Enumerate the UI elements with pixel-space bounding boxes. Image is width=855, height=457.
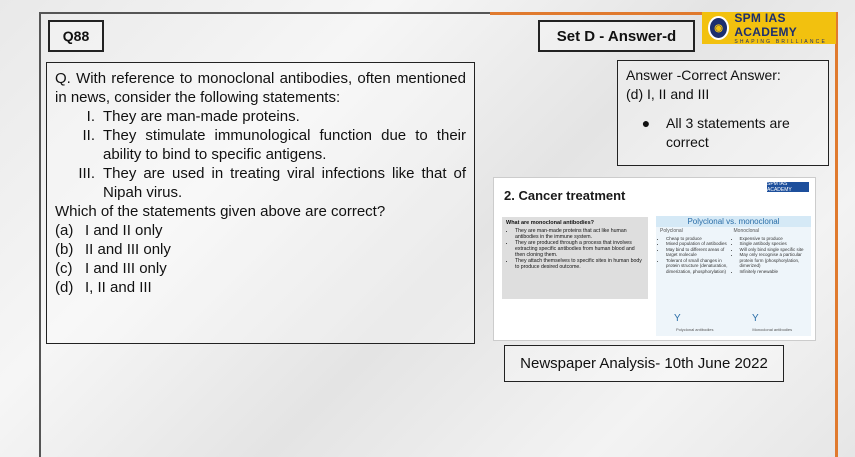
- poly-point: • Mixed population of antibodies: [666, 241, 734, 247]
- monoclonal-column: [734, 229, 808, 274]
- option-text: I and III only: [85, 260, 167, 277]
- answer-line-1: Answer -Correct Answer:: [626, 67, 781, 83]
- info-point: • They are man-made proteins that act like human antibodies in the immune system.: [515, 228, 644, 240]
- statement-number: I.: [86, 108, 95, 125]
- set-answer-label: Set D - Answer-d: [538, 20, 695, 52]
- compare-title: Polyclonal vs. monoclonal: [656, 216, 811, 227]
- statement-number: II.: [82, 127, 95, 144]
- statement-text: They stimulate immunological function due to their ability to bind to specific antigens.: [103, 127, 466, 163]
- option-c: [55, 259, 466, 278]
- monoclonal-info-box: [502, 217, 648, 299]
- mono-point: • May only recognise a particular protein form (phosphorylation, dimerized): [740, 252, 808, 269]
- bullet-icon: ●: [641, 115, 651, 131]
- option-label: (d): [55, 279, 74, 296]
- info-heading: What are monoclonal antibodies?: [506, 220, 595, 226]
- accent-line-right: [835, 12, 838, 457]
- slide-logo: SPM IAS ACADEMY: [767, 182, 809, 192]
- mono-footer: Monoclonal antibodies: [752, 327, 793, 332]
- statement-text: They are used in treating viral infections like that of Nipah virus.: [103, 165, 466, 201]
- answer-bullet-text: All 3 statements are correct: [666, 115, 790, 150]
- option-text: I and II only: [85, 222, 163, 239]
- polyclonal-vs-monoclonal: [656, 216, 811, 336]
- answer-box: [617, 60, 829, 166]
- statement-item: [55, 126, 466, 164]
- poly-point: • May bind to different areas of target molecule: [666, 247, 734, 258]
- mono-heading: Monoclonal: [733, 228, 760, 234]
- slide-title: 2. Cancer treatment: [504, 188, 626, 203]
- question-number: Q88: [48, 20, 104, 52]
- option-b: [55, 240, 466, 259]
- poly-point: • Cheap to produce: [666, 236, 734, 242]
- logo-tagline: SHAPING BRILLIANCE: [734, 39, 827, 45]
- option-d: [55, 278, 466, 297]
- mono-point: • Will only bind single specific site: [740, 247, 808, 253]
- option-text: I, II and III: [85, 279, 152, 296]
- statement-item: [55, 164, 466, 202]
- poly-point: • Tolerant of small changes in protein structure (denaturation, dimerization, phosphorylation): [666, 258, 734, 275]
- option-label: (c): [55, 260, 73, 277]
- poly-heading: Polyclonal: [660, 228, 683, 234]
- option-a: [55, 221, 466, 240]
- question-prompt: Which of the statements given above are correct?: [55, 203, 386, 220]
- statement-number: III.: [78, 165, 95, 182]
- mono-point: • Expensive to produce: [740, 236, 808, 242]
- answer-bullet: [626, 114, 820, 152]
- answer-line-2: (d) I, II and III: [626, 86, 710, 102]
- option-label: (a): [55, 222, 74, 239]
- option-label: (b): [55, 241, 74, 258]
- polyclonal-column: [660, 229, 734, 274]
- slide-thumbnail: [493, 177, 816, 341]
- mono-point: • Single antibody species: [740, 241, 808, 247]
- statement-item: [55, 107, 466, 126]
- question-text: Q. With reference to monoclonal antibodies, often mentioned in news, consider the following statements:: [55, 70, 466, 106]
- poly-footer: Polyclonal antibodies: [675, 327, 714, 332]
- antibody-icon: Y: [674, 313, 681, 324]
- logo-name: SPM IAS ACADEMY: [734, 11, 798, 39]
- mono-point: • Infinitely renewable: [740, 269, 808, 275]
- statement-text: They are man-made proteins.: [103, 108, 300, 125]
- antibody-icon: Y: [752, 313, 759, 324]
- logo-emblem-icon: ◉: [708, 16, 729, 40]
- question-box: [46, 62, 475, 344]
- newspaper-label: Newspaper Analysis- 10th June 2022: [504, 345, 784, 382]
- info-point: • They attach themselves to specific sites in human body to produce desired outcome.: [515, 258, 644, 270]
- option-text: II and III only: [85, 241, 171, 258]
- academy-logo: [702, 12, 836, 44]
- info-point: • They are produced through a process that involves extracting specific antibodies from human blood and then cloning them.: [515, 240, 644, 258]
